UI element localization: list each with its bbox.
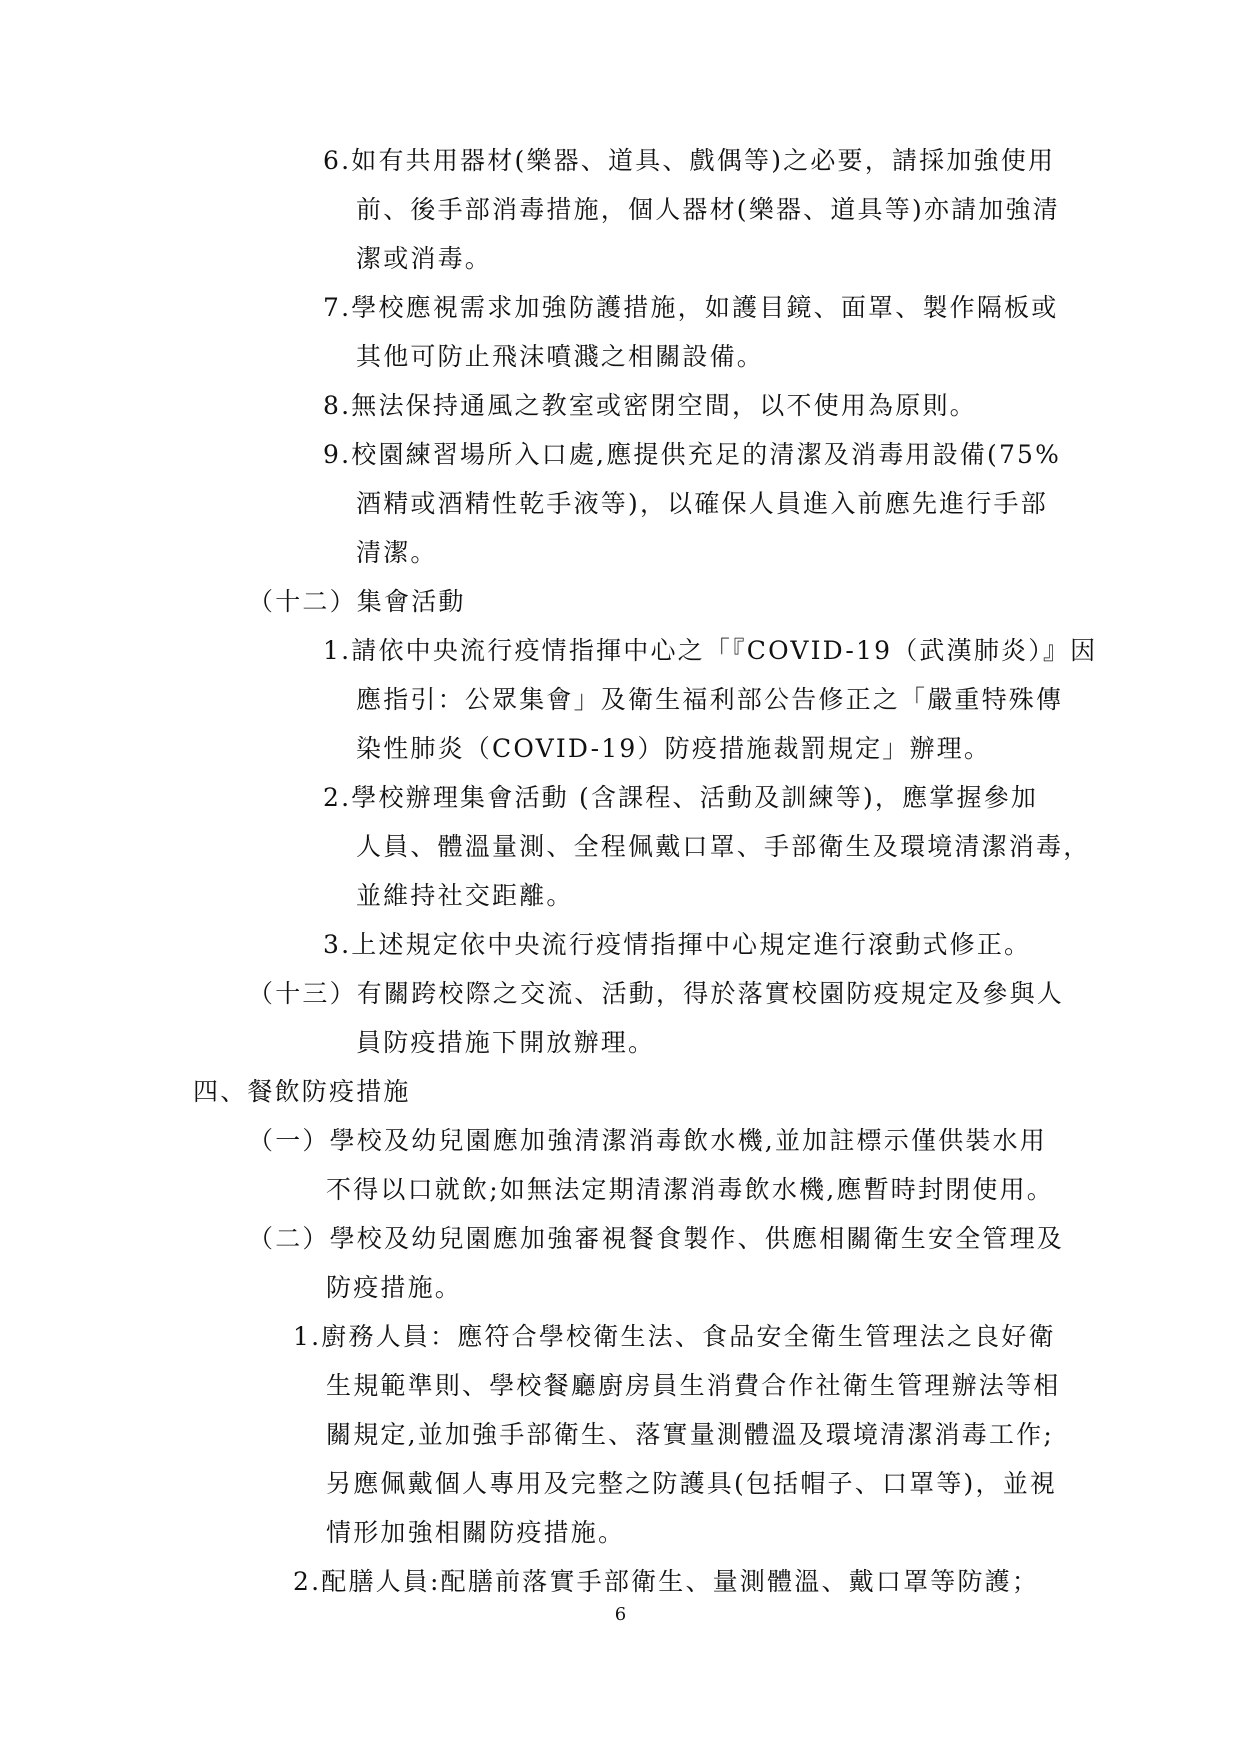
c4-item-1-line-4: 另應佩戴個人專用及完整之防護具(包括帽子、口罩等)，並視 (326, 1469, 1058, 1498)
c4-item-1-line-1: 1.廚務人員：應符合學校衛生法、食品安全衛生管理法之良好衛 (293, 1322, 1056, 1351)
c4-item-1-line-3: 關規定,並加強手部衛生、落實量測體溫及環境清潔消毒工作; (326, 1420, 1054, 1449)
item-9-line-1: 9.校園練習場所入口處,應提供充足的清潔及消毒用設備(75% (323, 440, 1062, 469)
item-6-line-1: 6.如有共用器材(樂器、道具、戲偶等)之必要，請採加強使用 (323, 146, 1056, 175)
section-13-line-2: 員防疫措施下開放辦理。 (356, 1028, 656, 1057)
item-6-line-2: 前、後手部消毒措施，個人器材(樂器、道具等)亦請加強清 (356, 195, 1060, 224)
c4-item-1-line-5: 情形加強相關防疫措施。 (326, 1518, 626, 1547)
s12-item-2-line-3: 並維持社交距離。 (356, 881, 574, 910)
s12-item-2-line-1: 2.學校辦理集會活動 (含課程、活動及訓練等)，應掌握參加 (323, 783, 1039, 812)
c4-section-2-line-2: 防疫措施。 (326, 1273, 463, 1302)
item-7-line-2: 其他可防止飛沫噴濺之相關設備。 (356, 342, 765, 371)
item-6-line-3: 潔或消毒。 (356, 244, 493, 273)
c4-item-1-line-2: 生規範準則、學校餐廳廚房員生消費合作社衛生管理辦法等相 (326, 1371, 1061, 1400)
item-8-line-1: 8.無法保持通風之教室或密閉空間，以不使用為原則。 (323, 391, 977, 420)
s12-item-1-line-2: 應指引：公眾集會」及衛生福利部公告修正之「嚴重特殊傳 (356, 685, 1064, 714)
c4-section-1-line-2: 不得以口就飲;如無法定期清潔消毒飲水機,應暫時封閉使用。 (326, 1175, 1054, 1204)
c4-item-2-line-1: 2.配膳人員:配膳前落實手部衛生、量測體溫、戴口罩等防護； (293, 1567, 1040, 1596)
page-number: 6 (614, 1604, 627, 1625)
s12-item-1-line-1: 1.請依中央流行疫情指揮中心之「『COVID-19（武漢肺炎）』因 (323, 636, 1098, 665)
s12-item-1-line-3: 染性肺炎（COVID-19）防疫措施裁罰規定」辦理。 (356, 734, 992, 763)
item-7-line-1: 7.學校應視需求加強防護措施，如護目鏡、面罩、製作隔板或 (323, 293, 1059, 322)
section-13-line-1: （十三）有關跨校際之交流、活動，得於落實校園防疫規定及參與人 (248, 979, 1065, 1008)
item-9-line-2: 酒精或酒精性乾手液等)，以確保人員進入前應先進行手部 (356, 489, 1048, 518)
s12-item-2-line-2: 人員、體溫量測、全程佩戴口罩、手部衛生及環境清潔消毒， (356, 832, 1091, 861)
section-12-heading: （十二）集會活動 (248, 587, 466, 616)
item-9-line-3: 清潔。 (356, 538, 438, 567)
chapter-4-heading: 四、餐飲防疫措施 (193, 1077, 411, 1106)
c4-section-1-line-1: （一）學校及幼兒園應加強清潔消毒飲水機,並加註標示僅供裝水用 (248, 1126, 1047, 1155)
s12-item-3-line-1: 3.上述規定依中央流行疫情指揮中心規定進行滾動式修正。 (323, 930, 1032, 959)
c4-section-2-line-1: （二）學校及幼兒園應加強審視餐食製作、供應相關衛生安全管理及 (248, 1224, 1065, 1253)
